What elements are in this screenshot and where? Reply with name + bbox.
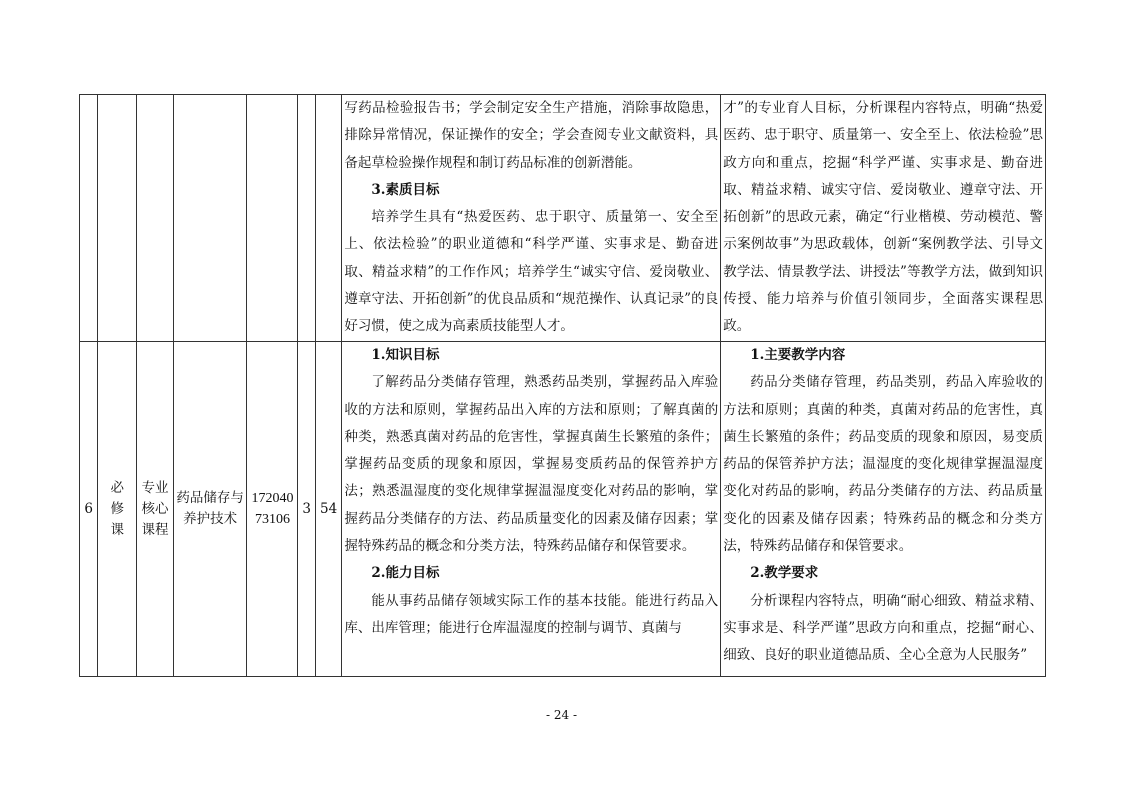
table-row	[80, 342, 1046, 677]
credits-cell	[298, 95, 315, 342]
type-cell	[137, 95, 174, 342]
hours-cell	[315, 342, 342, 677]
course-type: 专业核心课程	[141, 479, 169, 538]
code-cell	[247, 95, 298, 342]
paragraph: 了解药品分类储存管理，熟悉药品类别，掌握药品入库验收的方法和原则，掌握药品出入库的方法和原则；了解真菌的种类，熟悉真菌对药品的危害性，掌握真菌生长繁殖的条件；掌握药品变质的现象和原因，掌握易变质药品的保管养护方法；熟悉温湿度的变化规律掌握温湿度变化对药品的影响，掌握药品分类储存的方法、药品质量变化的因素及储存因素；掌握特殊药品的概念和分类方法，特殊药品储存和保管要求。	[344, 374, 719, 555]
page-number: - 24 -	[545, 708, 577, 722]
paragraph: 能从事药品储存领域实际工作的基本技能。能进行药品入库、出库管理；能进行仓库温湿度的控制与调节、真菌与	[344, 592, 719, 636]
code-cell	[247, 342, 298, 677]
course-hours: 54	[320, 501, 338, 517]
type-cell	[137, 342, 174, 677]
index-cell	[80, 342, 98, 677]
table-row	[80, 95, 1046, 342]
paragraph: 才”的专业育人目标，分析课程内容特点，明确“热爱医药、忠于职守、质量第一、安全至上、依法检验”思政方向和重点，挖掘“科学严谨、实事求是、勤奋进取、精益求精、诚实守信、爱岗敬业、遵章守法、开拓创新”的思政元素，确定“行业楷模、劳动模范、警示案例故事”为思政载体，创新“案例教学法、引导文教学法、情景教学法、讲授法”等教学方法，做到知识传授、能力培养与价值引领同步，全面落实课程思政。	[723, 100, 1043, 335]
objectives-text	[342, 95, 720, 341]
objectives-cell	[342, 95, 721, 342]
paragraph: 药品分类储存管理，药品类别，药品入库验收的方法和原则；真菌的种类，真菌对药品的危害性，真菌生长繁殖的条件；药品变质的现象和原因，易变质药品的保管养护方法；温湿度的变化规律掌握温湿度变化对药品的影响，药品分类储存的方法、药品质量变化的因素及储存因素；特殊药品的概念和分类方法，特殊药品储存和保管要求。	[723, 374, 1043, 555]
curriculum-table	[79, 94, 1046, 677]
paragraph: 写药品检验报告书；学会制定安全生产措施，消除事故隐患，排除异常情况，保证操作的安全；学会查阅专业文献资料，具备起草检验操作规程和制订药品标准的创新潜能。	[344, 100, 719, 171]
paragraph: 培养学生具有“热爱医药、忠于职守、质量第一、安全至上、依法检验”的职业道德和“科学严谨、实事求是、勤奋进取、精益求精”的工作作风；培养学生“诚实守信、爱岗敬业、遵章守法、开拓创新”的优良品质和“规范操作、认真记录”的良好习惯，使之成为高素质技能型人才。	[344, 209, 719, 335]
content-text	[721, 342, 1045, 670]
section-heading: 1.主要教学内容	[750, 347, 846, 363]
index-cell	[80, 95, 98, 342]
content-text	[721, 95, 1045, 341]
objectives-text	[342, 342, 720, 642]
course-credits: 3	[302, 501, 311, 517]
paragraph: 分析课程内容特点，明确“耐心细致、精益求精、实事求是、科学严谨”思政方向和重点，挖掘“耐心、细致、良好的职业道德品质、全心全意为人民服务”	[723, 592, 1043, 664]
content-cell	[721, 342, 1046, 677]
category-cell	[98, 342, 137, 677]
section-heading: 2.教学要求	[750, 565, 819, 582]
name-cell	[173, 342, 247, 677]
row-index: 6	[84, 501, 93, 517]
objectives-cell	[342, 342, 721, 677]
course-category: 必修课	[110, 479, 125, 538]
name-cell	[173, 95, 247, 342]
content-cell	[721, 95, 1046, 342]
credits-cell	[298, 342, 315, 677]
section-heading: 2.能力目标	[371, 565, 440, 582]
section-heading: 3.素质目标	[371, 181, 440, 198]
category-cell	[98, 95, 137, 342]
course-name: 药品储存与养护技术	[176, 490, 244, 527]
section-heading: 1.知识目标	[371, 347, 440, 363]
course-code: 17204073106	[251, 491, 294, 527]
hours-cell	[315, 95, 342, 342]
